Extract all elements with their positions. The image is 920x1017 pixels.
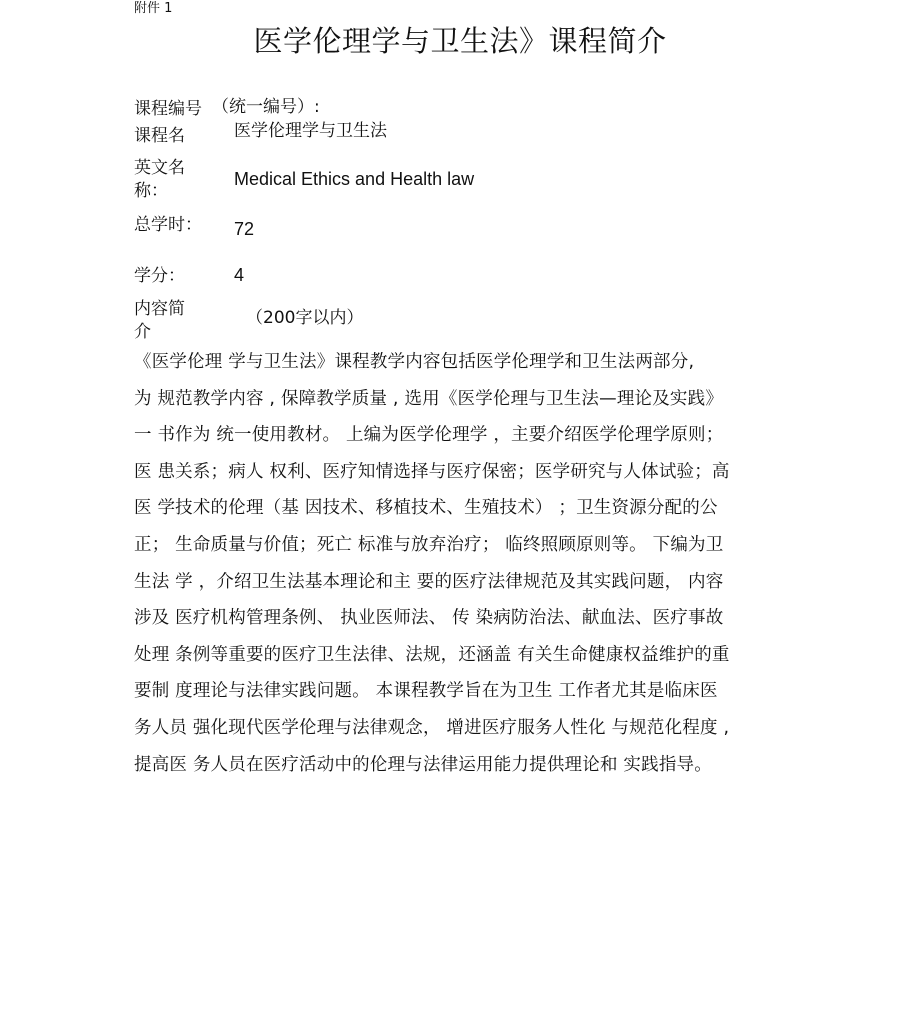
course-name-label: 课程名: [134, 126, 185, 146]
summary-line: 一 书作为 统一使用教材。 上编为医学伦理学 ，主要介绍医学伦理学原则；: [134, 425, 724, 446]
credits-value: 4: [234, 265, 245, 285]
course-code-label: 课程编号: [134, 99, 202, 119]
summary-line: 处理 条例等重要的医疗卫生法律、法规，还涵盖 有关生命健康权益维护的重: [134, 644, 730, 665]
summary-line: 医 患关系；病人 权利、医疗知情选择与医疗保密；医学研究与人体试验；高: [134, 461, 730, 482]
summary-line: 正； 生命质量与价值；死亡 标准与放弃治疗； 临终照顾原则等。 下编为卫: [134, 534, 724, 555]
summary-line: 医 学技术的伦理（基 因技术、移植技术、生殖技术） ；卫生资源分配的公: [134, 498, 718, 519]
course-name-value: 医学伦理学与卫生法: [234, 121, 387, 141]
summary-line: 要制 度理论与法律实践问题。 本课程教学旨在为卫生 工作者尤其是临床医: [134, 681, 718, 702]
summary-label-line2: 介: [134, 322, 151, 342]
document-title: 医学伦理学与卫生法》课程简介: [253, 24, 667, 58]
english-name-value: Medical Ethics and Health law: [234, 169, 475, 189]
total-hours-label: 总学时：: [134, 215, 202, 235]
english-name-label-line1: 英文名: [134, 158, 185, 178]
summary-line: 务人员 强化现代医学伦理与法律观念， 增进医疗服务人性化 与规范化程度 ,: [134, 717, 730, 738]
summary-line: 生法 学 ，介绍卫生法基本理论和主 要的医疗法律规范及其实践问题， 内容: [134, 571, 724, 592]
summary-paragraph: [134, 344, 794, 783]
english-name-label-line2: 称：: [134, 181, 168, 201]
summary-label-line1: 内容简: [134, 299, 185, 319]
course-code-value: （统一编号）:: [212, 97, 320, 117]
summary-line: 涉及 医疗机构管理条例、 执业医师法、 传 染病防治法、献血法、医疗事故: [134, 608, 724, 629]
attachment-label: 附件 1: [134, 1, 173, 16]
credits-label: 学分：: [134, 266, 185, 286]
summary-line: 提高医 务人员在医疗活动中的伦理与法律运用能力提供理论和 实践指导。: [134, 754, 712, 775]
summary-line: 为 规范教学内容 , 保障教学质量 , 选用《医学伦理与卫生法—理论及实践》: [134, 388, 724, 409]
total-hours-value: 72: [234, 219, 255, 239]
summary-limit-note: （200字以内）: [246, 308, 364, 328]
summary-line: 《医学伦理 学与卫生法》课程教学内容包括医学伦理学和卫生法两部分,: [134, 352, 695, 372]
